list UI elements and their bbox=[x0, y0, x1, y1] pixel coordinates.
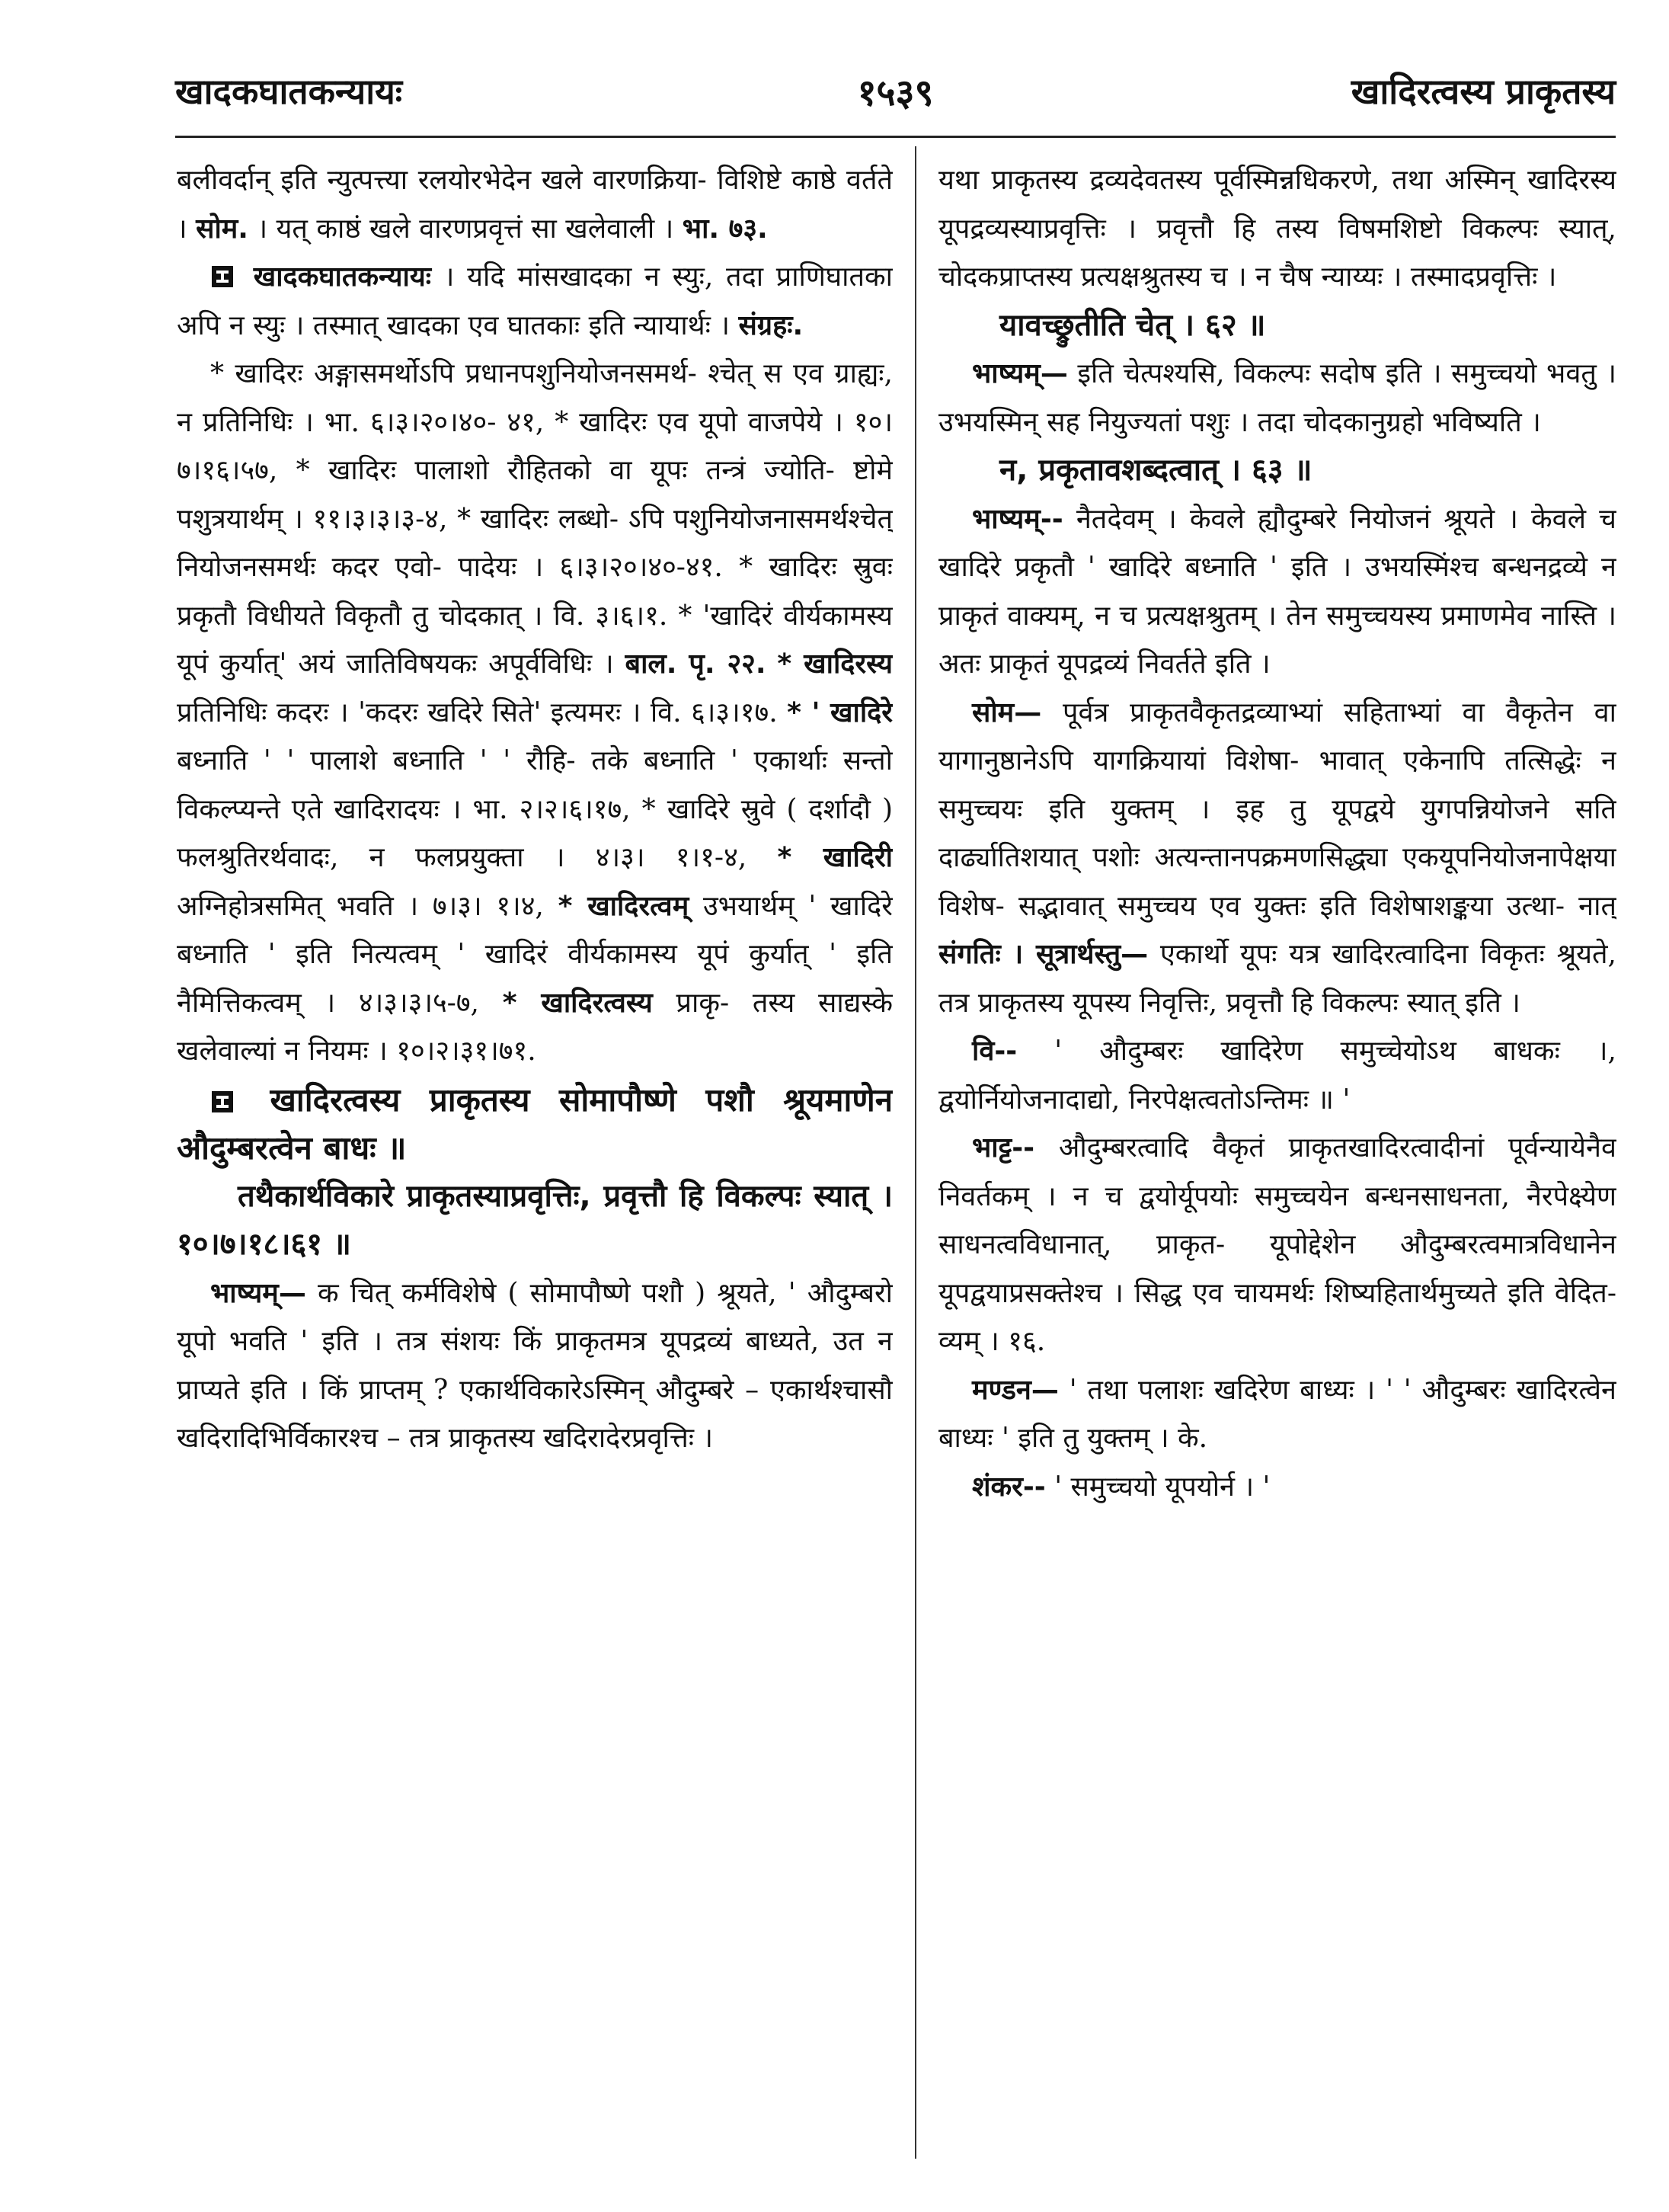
commentary-label: भाष्यम्-- bbox=[972, 503, 1063, 535]
bhashya-62 bbox=[938, 350, 1616, 447]
source-tag: सोम. bbox=[196, 213, 248, 245]
entry-title: खादकघातकन्यायः bbox=[253, 261, 432, 293]
citation-head: * खादिरत्वस्य bbox=[502, 987, 653, 1019]
paragraph-text: । यदि मांसखादका न स्युः, तदा प्राणिघातका अपि न स्युः । तस्मात् खादका एव घातकाः इति न्यायार्थः । bbox=[177, 261, 893, 341]
commentary-label: भाट्ट-- bbox=[972, 1132, 1035, 1164]
citation-head: * ' खादिरे bbox=[787, 696, 893, 728]
commentary-label: भाष्यम्— bbox=[972, 358, 1068, 389]
commentary-text: ' तथा पलाशः खदिरेण बाध्यः । ' ' औदुम्बरः खादिरत्वेन बाध्यः ' इति तु युक्तम् । के. bbox=[938, 1374, 1616, 1454]
bookmark-ornament-icon bbox=[210, 264, 235, 289]
bhashya-61 bbox=[177, 1269, 893, 1463]
commentary-label: वि-- bbox=[972, 1036, 1018, 1067]
bhashya-63 bbox=[938, 495, 1616, 689]
source-tag: संग्रहः. bbox=[738, 309, 804, 341]
citation-text: अग्निहोत्रसमित् भवति । ७।३। १।४, bbox=[177, 890, 544, 922]
sutra-63: न, प्रकृतावशब्दत्वात् । ६३ ॥ bbox=[999, 453, 1312, 488]
bhatta-commentary bbox=[938, 1124, 1616, 1366]
commentary-label: मण्डन— bbox=[972, 1374, 1059, 1406]
citation-text: प्राकृ- तस्य साद्यस्के खलेवाल्यां न नियमः । १०।२।३१।७१. bbox=[177, 987, 893, 1067]
commentary-text: नैतदेवम् । केवले ह्यौदुम्बरे नियोजनं श्रूयते । केवले च खादिरे प्रकृतौ ' खादिरे बध्नाति ' इति । उभयस्मिंश्च बन्धनद्रव्ये न प्राकृतं वाक्यम्, न च प्रत्यक्षश्रुतम् । तेन समुच्चयस्य प्रमाणमेव नास्ति । अतः प्राकृतं यूपद्रव्यं निवर्तते इति । bbox=[938, 503, 1616, 680]
commentary-label: भाष्यम्— bbox=[210, 1277, 306, 1309]
reference-tag: भा. ७३. bbox=[682, 213, 768, 245]
shankara-commentary bbox=[938, 1463, 1616, 1512]
running-header bbox=[175, 67, 1616, 120]
soma-commentary bbox=[938, 689, 1616, 1028]
commentary-text: एकार्थो यूपः यत्र खादिरत्वादिना विकृतः श्रूयते, तत्र प्राकृतस्य यूपस्य निवृत्तिः, प्रवृत्तौ हि विकल्पः स्यात् इति । bbox=[938, 939, 1616, 1019]
column-divider bbox=[915, 146, 916, 2159]
paragraph-text: बलीवर्दान् इति न्युत्पत्त्या रलयोरभेदेन खले वारणक्रिया- विशिष्टे काष्ठे वर्तते । bbox=[177, 165, 893, 245]
header-rule bbox=[175, 136, 1616, 138]
paragraph-continuation bbox=[177, 156, 893, 253]
citation-text: उभयार्थम् ' खादिरे बध्नाति ' इति नित्यत्वम् ' खादिरं वीर्यकामस्य यूपं कुर्यात् ' इति नैमित्तिकत्वम् । ४।३।३।५-७, bbox=[177, 890, 893, 1019]
citation-head: * खादिरस्य bbox=[777, 648, 893, 680]
citation-text: बध्नाति ' ' पालाशे बध्नाति ' ' रौहि- तके बध्नाति ' एकार्थाः सन्तो विकल्प्यन्ते एते खादिरादयः । भा. २।२।६।१७, * खादिरे स्रुवे ( दर्शादौ ) फलश्रुतिरर्थवादः, न फलप्रयुक्ता । ४।३। १।१-४, bbox=[177, 745, 893, 873]
citation-text: प्रतिनिधिः कदरः । 'कदरः खदिरे सिते' इत्यमरः । वि. ६।३।१७. bbox=[177, 696, 778, 728]
commentary-keyword: संगतिः bbox=[938, 939, 1001, 970]
page-number: १५३९ bbox=[857, 72, 934, 114]
header-left-title: खादकघातकन्यायः bbox=[175, 71, 403, 112]
sutra-62: यावच्छ्रुतीति चेत् । ६२ ॥ bbox=[999, 307, 1266, 343]
bookmark-ornament-icon bbox=[210, 1090, 235, 1114]
paragraph-text: । यत् काष्ठं खले वारणप्रवृत्तं सा खलेवाली । bbox=[257, 213, 674, 245]
citation-text: * खादिरः अङ्गासमर्थोऽपि प्रधानपशुनियोजनसमर्थ- श्चेत् स एव ग्राह्यः, न प्रतिनिधिः । भा. ६।३।२०।४०- ४१, * खादिरः एव यूपो वाजपेये । १०।७।१६।५७, * खादिरः पालाशो रौहितको वा यूपः तन्त्रं ज्योति- ष्टोमे पशुत्रयार्थम् । ११।३।३।३-४, * खादिरः लब्धो- ऽपि पशुनियोजनासमर्थश्चेत् नियोजनसमर्थः कदर एवो- पादेयः । ६।३।२०।४०-४१. * खादिरः स्रुवः प्रकृतौ विधीयते विकृतौ तु चोदकात् । वि. ३।६।१. bbox=[177, 358, 893, 632]
nyaya-entry bbox=[177, 253, 893, 350]
section-title bbox=[177, 1076, 893, 1173]
reference-tag: बाल. पृ. २२. bbox=[625, 648, 766, 680]
section-title-text: खादिरत्वस्य प्राकृतस्य सोमापौष्णे पशौ श्रूयमाणेन औदुम्बरत्वेन बाधः ॥ bbox=[177, 1080, 893, 1167]
citation-head: * खादिरी bbox=[777, 842, 893, 873]
commentary-label: शंकर-- bbox=[972, 1471, 1046, 1503]
left-column bbox=[177, 156, 893, 2166]
commentary-label: सोम— bbox=[972, 696, 1042, 728]
sutra-61: तथैकार्थविकारे प्राकृतस्याप्रवृत्तिः, प्रवृत्तौ हि विकल्पः स्यात् । १०।७।१८।६१ ॥ bbox=[177, 1178, 893, 1262]
citation-list bbox=[177, 350, 893, 1076]
commentary-text: ' औदुम्बरः खादिरेण समुच्चेयोऽथ बाधकः ।, द्वयोर्नियोजनादाद्यो, निरपेक्षत्वतोऽन्तिमः ॥ ' bbox=[938, 1036, 1616, 1116]
vi-commentary bbox=[938, 1027, 1616, 1124]
commentary-text: ' समुच्चयो यूपयोर्न । ' bbox=[1054, 1471, 1271, 1503]
bhashya-continuation: यथा प्राकृतस्य द्रव्यदेवतस्य पूर्वस्मिन्नधिकरणे, तथा अस्मिन् खादिरस्य यूपद्रव्यस्याप्रवृत्तिः । प्रवृत्तौ हि तस्य विषमशिष्टो विकल्पः स्यात्, चोदकप्राप्तस्य प्रत्यक्षश्रुतस्य च । न चैष न्याय्यः । तस्मादप्रवृत्तिः । bbox=[938, 165, 1616, 293]
commentary-text: क चित् कर्मविशेषे ( सोमापौष्णे पशौ ) श्रूयते, ' औदुम्बरो यूपो भवति ' इति । तत्र संशयः किं प्राकृतमत्र यूपद्रव्यं बाध्यते, उत न प्राप्यते इति । किं प्राप्तम् ? एकार्थविकारेऽस्मिन् औदुम्बरे – एकार्थश्चासौ खदिरादिभिर्विकारश्च – तत्र प्राकृतस्य खदिरादेरप्रवृत्तिः । bbox=[177, 1277, 893, 1454]
commentary-text: पूर्वत्र प्राकृतवैकृतद्रव्याभ्यां सहिताभ्यां वा वैकृतेन वा यागानुष्ठानेऽपि यागक्रियायां विशेषा- भावात् एकेनापि तत्सिद्धेः न समुच्चयः इति युक्तम् । इह तु यूपद्वये युगपन्नियोजने सति दार्ढ्यातिशयात् पशोः अत्यन्तानपक्रमणसिद्ध्या एकयूपनियोजनापेक्षया विशेष- सद्भावात् समुच्चय एव युक्तः इति विशेषाशङ्कया उत्था- नात् bbox=[938, 696, 1616, 922]
commentary-text: औदुम्बरत्वादि वैकृतं प्राकृतखादिरत्वादीनां पूर्वन्यायेनैव निवर्तकम् । न च द्वयोर्यूपयोः समुच्चयेन बन्धनसाधनता, नैरपेक्ष्येण साधनत्वविधानात्, प्राकृत- यूपोद्देशेन औदुम्बरत्वमात्रविधानेन यूपद्वयाप्रसक्तेश्च । सिद्ध एव चायमर्थः शिष्यहितार्थमुच्यते इति वेदित- व्यम् । १६. bbox=[938, 1132, 1616, 1357]
commentary-text: इति चेत्पश्यसि, विकल्पः सदोष इति । समुच्चयो भवतु । उभयस्मिन् सह नियुज्यतां पशुः । तदा चोदकानुग्रहो भविष्यति । bbox=[938, 358, 1616, 438]
commentary-keyword: । सूत्रार्थस्तु— bbox=[1012, 939, 1149, 970]
header-right-title: खादिरत्वस्य प्राकृतस्य bbox=[1351, 71, 1616, 112]
citation-head: * खादिरत्वम् bbox=[558, 890, 689, 922]
citation-text: * 'खादिरं वीर्यकामस्य यूपं कुर्यात्' अयं जातिविषयकः अपूर्वविधिः । bbox=[177, 600, 893, 680]
mandana-commentary bbox=[938, 1366, 1616, 1463]
right-column bbox=[938, 156, 1616, 2166]
